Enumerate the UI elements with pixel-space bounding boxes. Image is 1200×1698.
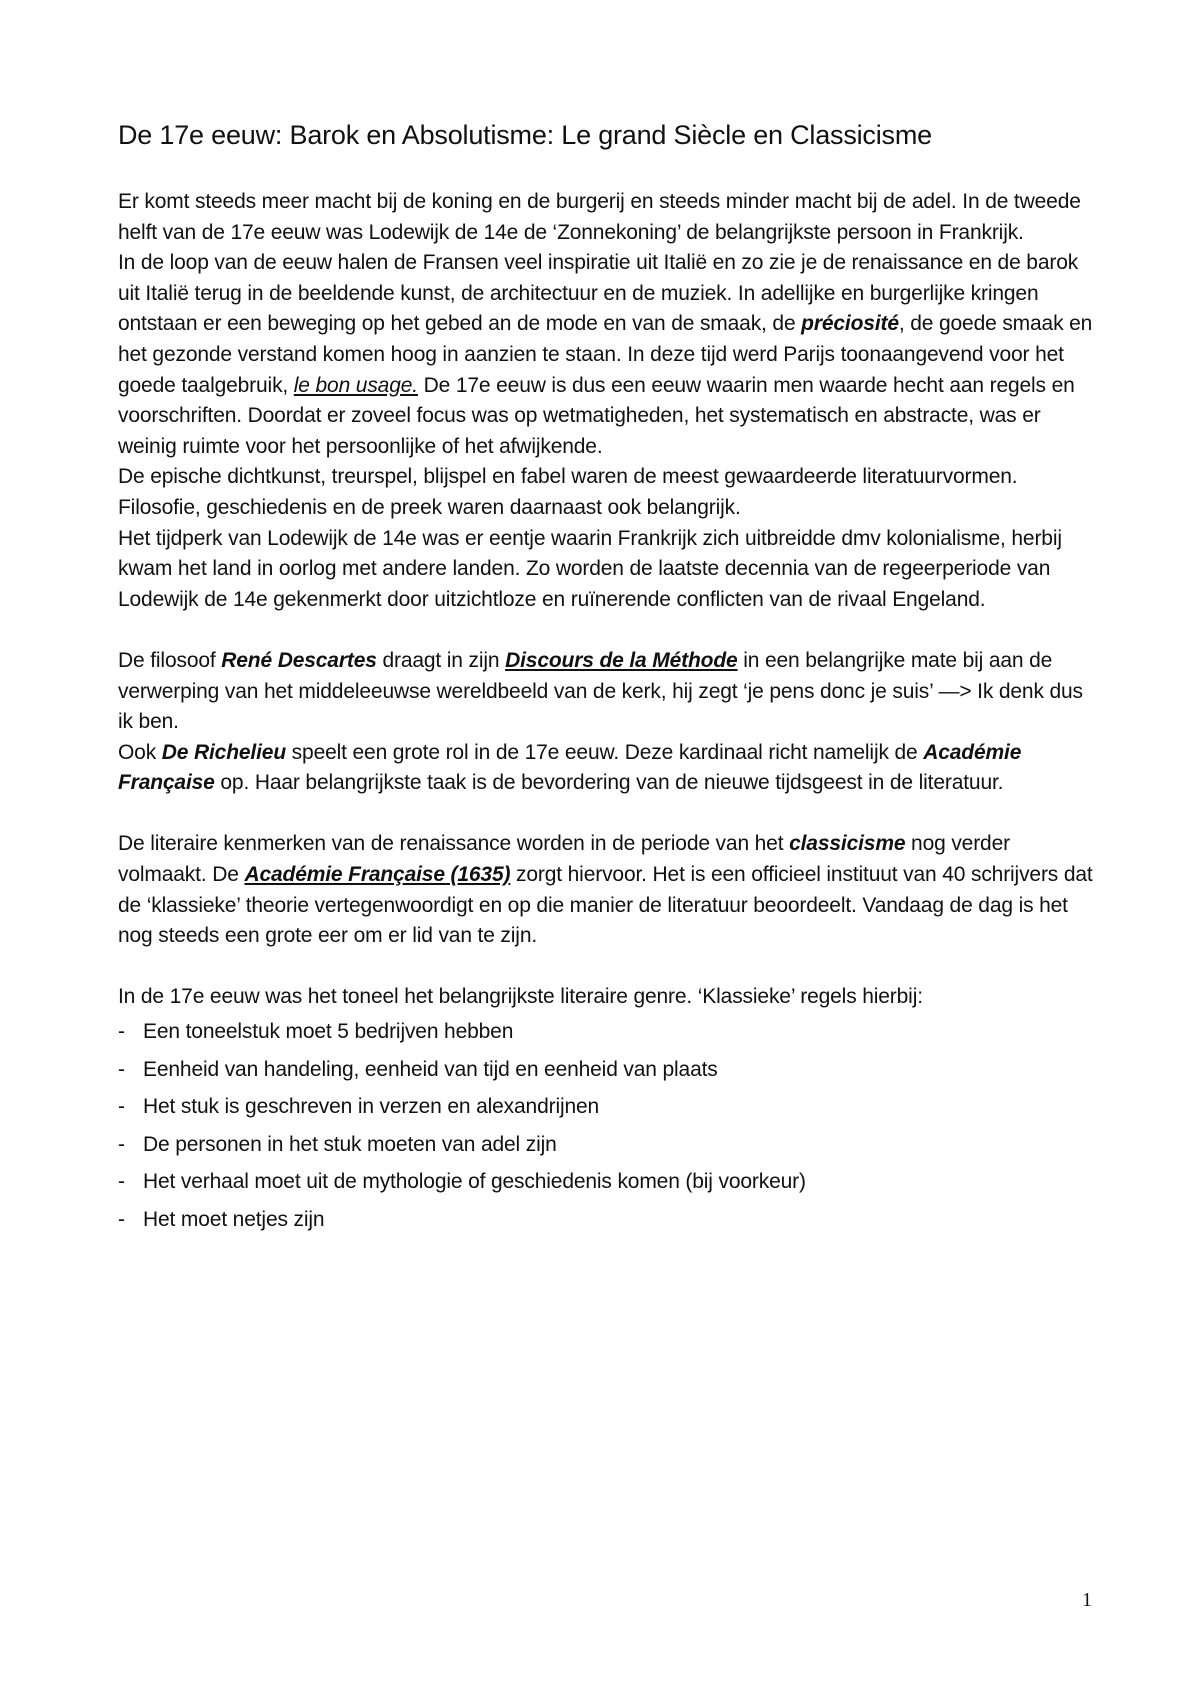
paragraph-text: nog verder volmaakt. De xyxy=(118,832,1010,887)
list-item xyxy=(118,1126,1100,1164)
paragraph-text: Ook xyxy=(118,740,162,764)
paragraph-power-shift xyxy=(118,187,1100,248)
paragraph-text: De filosoof xyxy=(118,648,222,672)
paragraph-literary-forms xyxy=(118,462,1100,523)
list-item-text: Het stuk is geschreven in verzen en alexandrijnen xyxy=(143,1095,600,1119)
paragraph-text: De epische dichtkunst, treurspel, blijspel en fabel waren de meest gewaardeerde literatuurvormen. Filosofie, geschiedenis en de preek waren daarnaast ook belangrijk. xyxy=(118,465,1018,519)
list-item xyxy=(118,1163,1100,1201)
institution-academie-francaise-1635: Académie Française (1635) xyxy=(244,863,511,887)
paragraph-classicisme xyxy=(118,829,1100,951)
paragraph-text: De 17e eeuw is dus een eeuw waarin men waarde hecht aan regels en voorschriften. Doordat er zoveel focus was op wetmatigheden, het systematisch en abstracte, was er weinig ruimte voor het persoonlijke of het afwijkende. xyxy=(118,373,1075,458)
list-item xyxy=(118,1088,1100,1126)
document-body xyxy=(118,187,1100,1238)
list-item xyxy=(118,1051,1100,1089)
paragraph-text: op. Haar belangrijkste taak is de bevordering van de nieuwe tijdsgeest in de literatuur. xyxy=(214,771,1004,795)
bullet-dash: - xyxy=(118,1170,125,1194)
work-discours-de-la-methode: Discours de la Méthode xyxy=(505,648,738,672)
paragraph-text: Het tijdperk van Lodewijk de 14e was er eentje waarin Frankrijk zich uitbreidde dmv kolonialisme, herbij kwam het land in oorlog met andere landen. Zo worden de laatste decennia van de regeerperiode van Lodewijk de 14e gekenmerkt door uitzichtloze en ruïnerende conflicten van de rivaal Engeland. xyxy=(118,526,1062,611)
paragraph-text: Er komt steeds meer macht bij de koning en de burgerij en steeds minder macht bij de adel. In de tweede helft van de 17e eeuw was Lodewijk de 14e de ‘Zonnekoning’ de belangrijkste persoon in Frankrijk. xyxy=(118,190,1081,244)
list-item-text: Het verhaal moet uit de mythologie of geschiedenis komen (bij voorkeur) xyxy=(143,1170,806,1194)
paragraph-text: In de loop van de eeuw halen de Fransen veel inspiratie uit Italië en zo zie je de renaissance en de barok uit Italië terug in de beeldende kunst, de architectuur en de muziek. In adellijke en burgerlijke kringen ontstaan er een beweging op het gebed an de mode en van de smaak, de xyxy=(118,251,1079,336)
list-item-text: De personen in het stuk moeten van adel zijn xyxy=(143,1132,557,1156)
list-item xyxy=(118,1201,1100,1239)
paragraph-text: De literaire kenmerken van de renaissance worden in de periode van het xyxy=(118,832,790,856)
bullet-dash: - xyxy=(118,1020,125,1044)
list-item-text: Het moet netjes zijn xyxy=(143,1207,325,1231)
page-number: 1 xyxy=(1082,1589,1092,1611)
paragraph-text: draagt in zijn xyxy=(376,648,506,672)
list-item xyxy=(118,1013,1100,1051)
bullet-dash: - xyxy=(118,1095,125,1119)
institution-academie-francaise: Académie Française xyxy=(118,740,1022,795)
name-de-richelieu: De Richelieu xyxy=(161,740,286,764)
paragraph-theatre-intro xyxy=(118,982,1100,1013)
paragraph-colonialism xyxy=(118,524,1100,616)
paragraph-text: In de 17e eeuw was het toneel het belangrijkste literaire genre. ‘Klassieke’ regels hierbij: xyxy=(118,985,923,1009)
term-classicisme: classicisme xyxy=(789,832,906,856)
paragraph-italian-influence xyxy=(118,248,1100,462)
paragraph-richelieu xyxy=(118,738,1100,799)
list-item-text: Eenheid van handeling, eenheid van tijd en eenheid van plaats xyxy=(143,1057,718,1081)
list-item-text: Een toneelstuk moet 5 bedrijven hebben xyxy=(143,1020,514,1044)
bullet-dash: - xyxy=(118,1207,125,1231)
bullet-dash: - xyxy=(118,1057,125,1081)
name-rene-descartes: René Descartes xyxy=(221,648,377,672)
paragraph-gap xyxy=(118,952,1100,983)
term-preciosite: préciosité xyxy=(801,312,899,336)
term-le-bon-usage: le bon usage. xyxy=(293,373,418,397)
paragraph-gap xyxy=(118,799,1100,830)
paragraph-text: in een belangrijke mate bij aan de verwerping van het middeleeuwse wereldbeeld van de kerk, hij zegt ‘je pens donc je suis’ —> Ik denk dus ik ben. xyxy=(118,648,1083,734)
document-title: De 17e eeuw: Barok en Absolutisme: Le grand Siècle en Classicisme xyxy=(118,120,932,150)
paragraph-descartes xyxy=(118,646,1100,738)
bullet-dash: - xyxy=(118,1132,125,1156)
classical-rules-list xyxy=(118,1013,1100,1238)
paragraph-text: speelt een grote rol in de 17e eeuw. Deze kardinaal richt namelijk de xyxy=(286,740,924,764)
paragraph-text: zorgt hiervoor. Het is een officieel instituut van 40 schrijvers dat de ‘klassieke’ theorie vertegenwoordigt en op die manier de literatuur beoordeelt. Vandaag de dag is het nog steeds een grote eer om er lid van te zijn. xyxy=(118,863,1093,948)
paragraph-gap xyxy=(118,615,1100,646)
paragraph-text: , de goede smaak en het gezonde verstand komen hoog in aanzien te staan. In deze tijd werd Parijs toonaangevend voor het goede taalgebruik, xyxy=(118,312,1093,397)
